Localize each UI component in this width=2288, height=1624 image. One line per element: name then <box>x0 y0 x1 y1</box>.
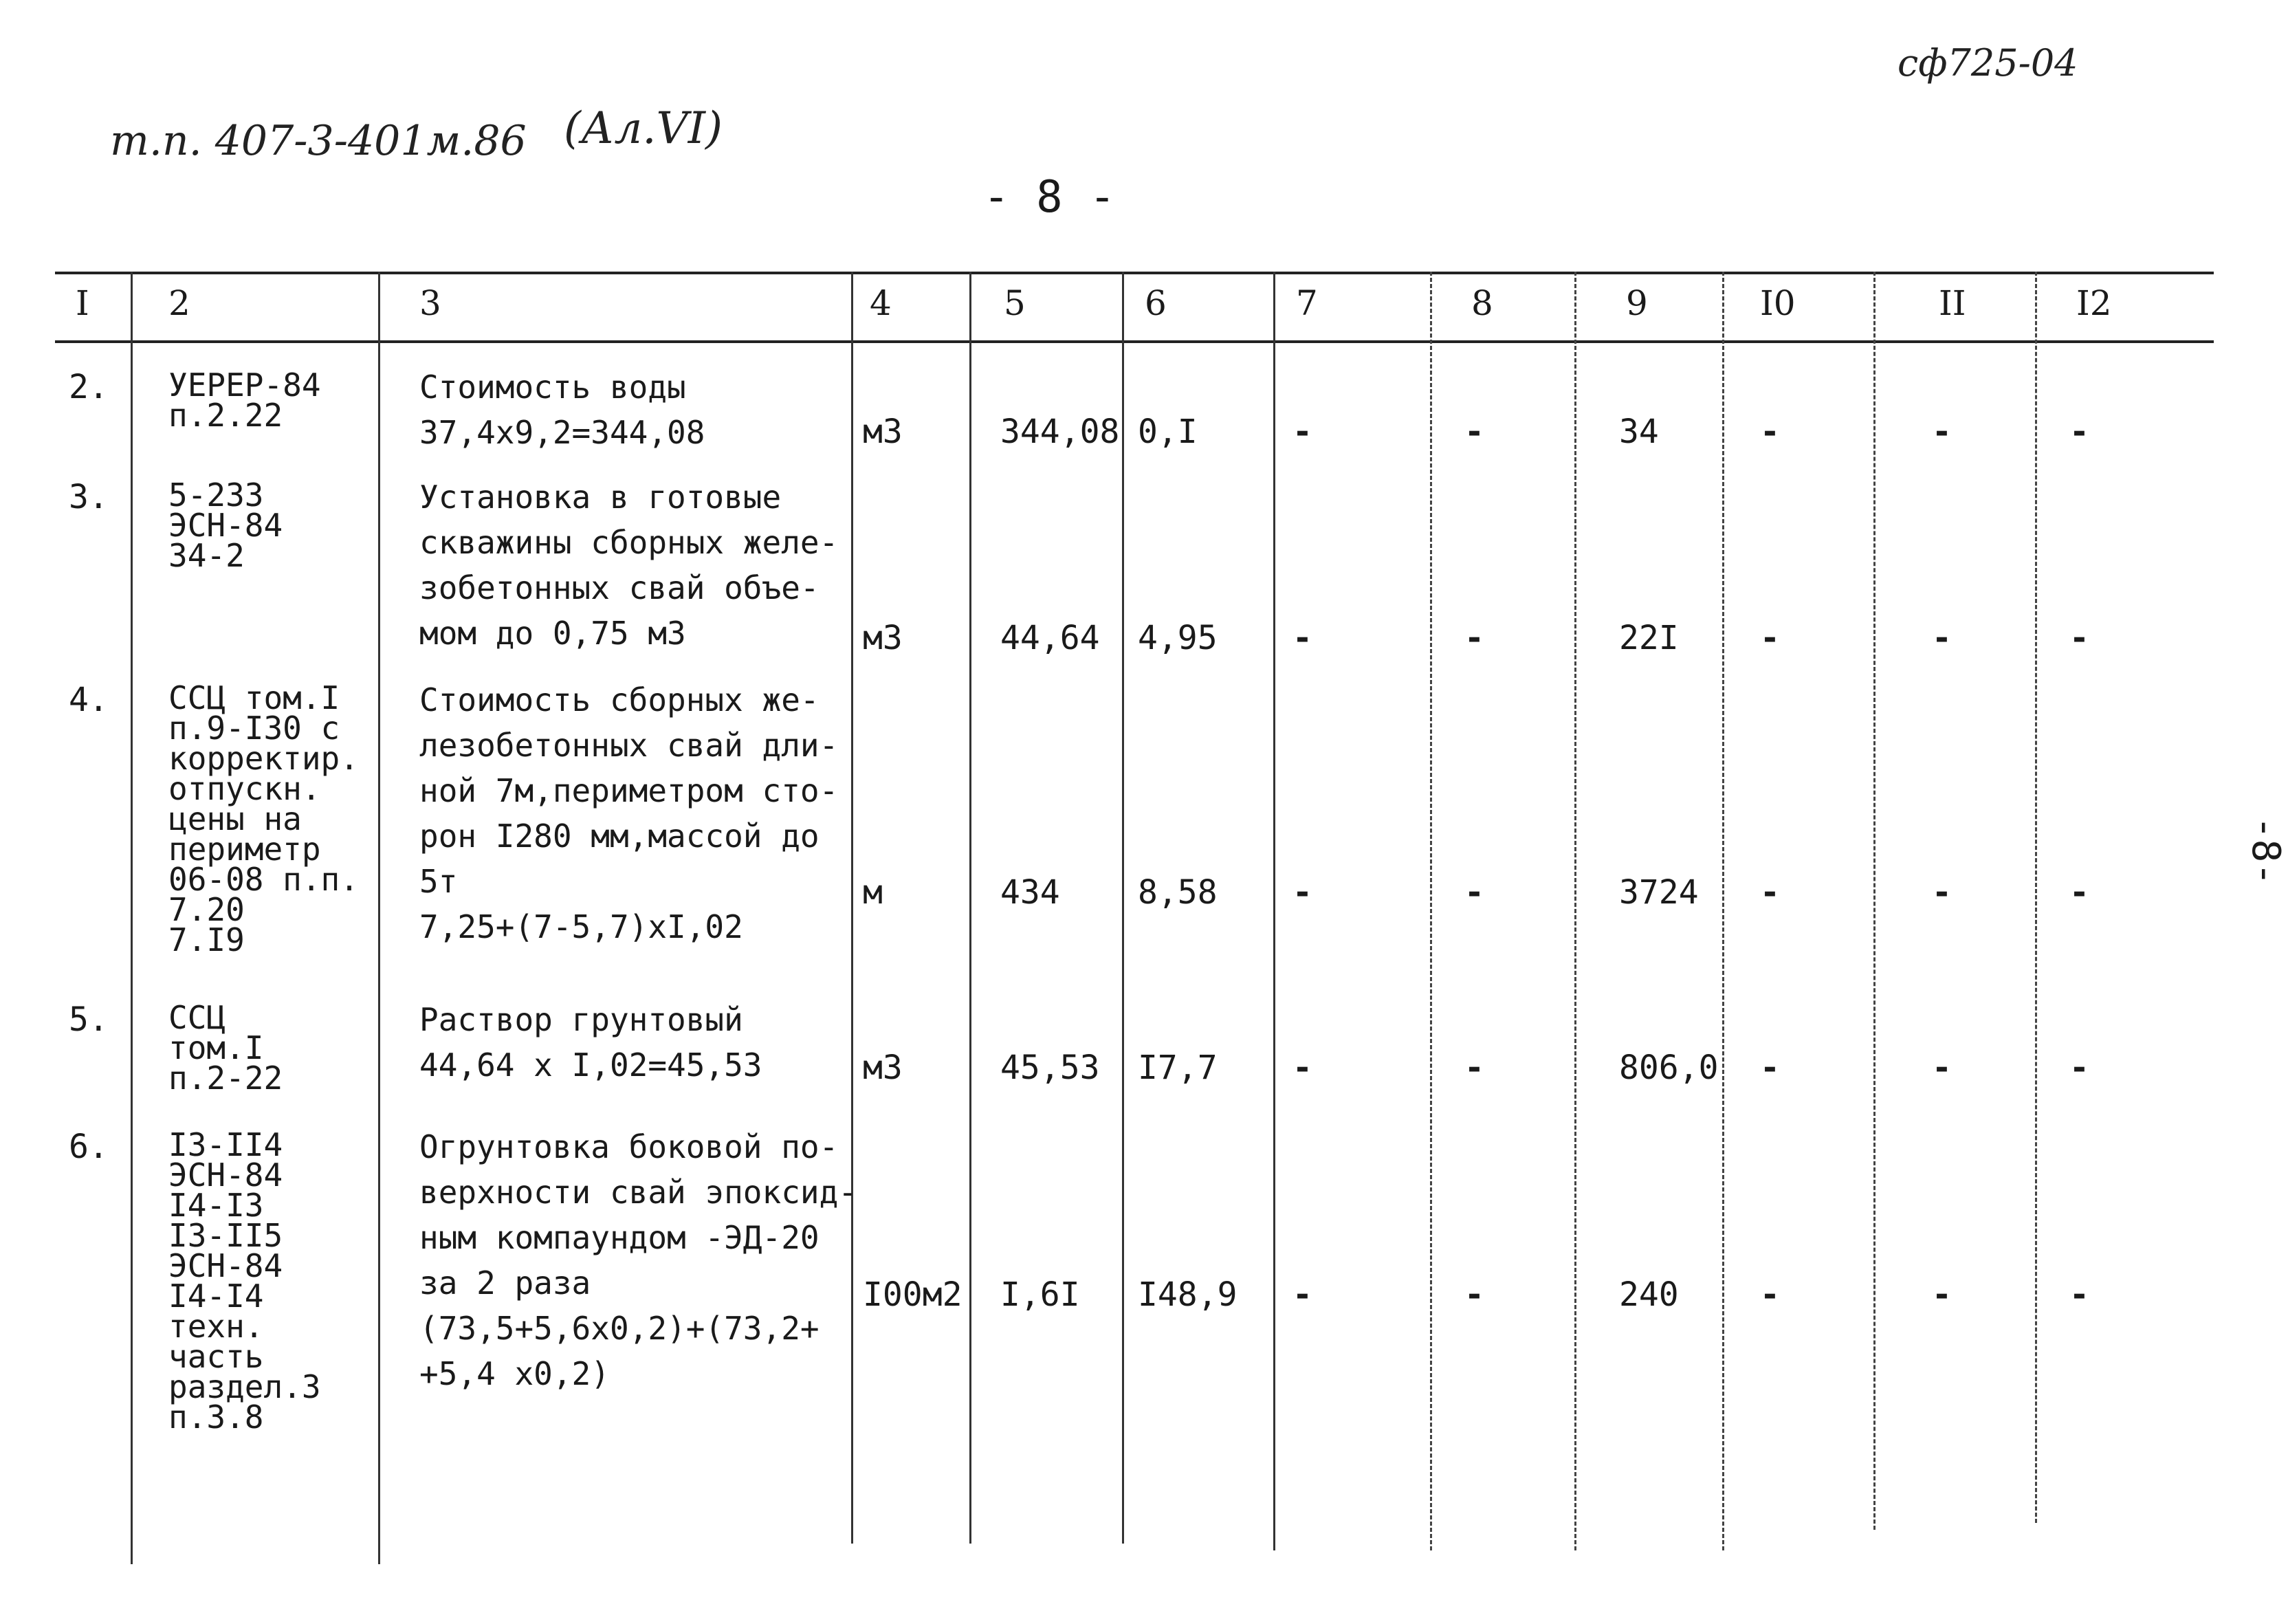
source-line: часть <box>168 1338 264 1375</box>
description-line: Раствор грунтовый <box>419 1001 743 1038</box>
total-cost-cell: 34 <box>1619 413 1659 451</box>
source-line: раздел.3 <box>168 1368 321 1405</box>
column-header: 6 <box>1145 283 1167 323</box>
source-line: 7.20 <box>168 891 245 928</box>
column-divider <box>2035 272 2037 1523</box>
empty-cell-dash: - <box>1292 619 1312 657</box>
unit-price-cell: I48,9 <box>1138 1275 1238 1314</box>
empty-cell-dash: - <box>1760 413 1780 451</box>
quantity-cell: 434 <box>1000 873 1060 912</box>
column-divider <box>851 272 853 1544</box>
total-cost-cell: 3724 <box>1619 873 1699 912</box>
column-header: 7 <box>1296 283 1318 323</box>
description-line: Стоимость воды <box>419 369 686 406</box>
document-code: сф725-04 <box>1898 41 2078 85</box>
empty-cell-dash: - <box>1292 1275 1312 1314</box>
source-line: 7.I9 <box>168 921 245 958</box>
description-line: лезобетонных свай дли- <box>419 727 839 764</box>
description-line: Огрунтовка боковой по- <box>419 1128 839 1165</box>
source-line: корректир. <box>168 740 359 777</box>
empty-cell-dash: - <box>2069 1275 2089 1314</box>
source-line: техн. <box>168 1308 264 1345</box>
column-header: 9 <box>1626 283 1648 323</box>
row-number: 5. <box>69 1000 109 1039</box>
quantity-cell: 44,64 <box>1000 619 1100 657</box>
column-header: 8 <box>1471 283 1493 323</box>
source-line: ССЦ <box>168 999 226 1036</box>
empty-cell-dash: - <box>1464 1049 1484 1087</box>
column-header: 5 <box>1004 283 1026 323</box>
quantity-cell: I,6I <box>1000 1275 1080 1314</box>
description-line: ным компаундом -ЭД-20 <box>419 1219 820 1256</box>
column-header: 3 <box>419 283 441 323</box>
description-line: 7,25+(7-5,7)хI,02 <box>419 908 743 945</box>
description-line: +5,4 х0,2) <box>419 1355 610 1392</box>
description-line: 5т <box>419 863 458 900</box>
description-line: 44,64 х I,02=45,53 <box>419 1046 762 1084</box>
source-line: 34-2 <box>168 537 245 574</box>
column-header: 4 <box>870 283 892 323</box>
unit-price-cell: 4,95 <box>1138 619 1218 657</box>
description-line: зобетонных свай объе- <box>419 569 820 606</box>
column-divider <box>1873 272 1876 1530</box>
empty-cell-dash: - <box>1464 413 1484 451</box>
description-line: верхности свай эпоксид- <box>419 1174 857 1211</box>
empty-cell-dash: - <box>1932 1049 1952 1087</box>
source-line: п.2-22 <box>168 1060 283 1097</box>
column-divider <box>1273 272 1275 1550</box>
source-line: ЭСН-84 <box>168 507 283 544</box>
empty-cell-dash: - <box>2069 413 2089 451</box>
empty-cell-dash: - <box>1932 873 1952 912</box>
source-line: п.3.8 <box>168 1398 264 1436</box>
column-divider <box>1122 272 1124 1544</box>
empty-cell-dash: - <box>1932 1275 1952 1314</box>
description-line: мом до 0,75 м3 <box>419 615 686 652</box>
unit-cell: м <box>863 873 883 912</box>
description-line: Установка в готовые <box>419 479 782 516</box>
empty-cell-dash: - <box>1932 619 1952 657</box>
unit-price-cell: I7,7 <box>1138 1049 1218 1087</box>
empty-cell-dash: - <box>2069 873 2089 912</box>
column-divider <box>1722 272 1724 1550</box>
empty-cell-dash: - <box>2069 619 2089 657</box>
row-number: 3. <box>69 478 109 516</box>
description-line: рон I280 мм,массой до <box>419 818 820 855</box>
column-header: II <box>1939 283 1966 323</box>
empty-cell-dash: - <box>2069 1049 2089 1087</box>
source-line: п.9-I30 с <box>168 710 340 747</box>
empty-cell-dash: - <box>1760 619 1780 657</box>
page-number: - 8 - <box>983 172 1116 223</box>
column-divider <box>1574 272 1576 1550</box>
empty-cell-dash: - <box>1464 619 1484 657</box>
empty-cell-dash: - <box>1292 1049 1312 1087</box>
description-line: за 2 раза <box>419 1264 591 1302</box>
row-number: 2. <box>69 368 109 406</box>
unit-cell: м3 <box>863 619 903 657</box>
unit-price-cell: 8,58 <box>1138 873 1218 912</box>
source-line: I4-I3 <box>168 1187 264 1224</box>
source-line: I4-I4 <box>168 1277 264 1315</box>
source-line: том.I <box>168 1029 264 1066</box>
unit-cell: I00м2 <box>863 1275 962 1314</box>
description-line: 37,4х9,2=344,08 <box>419 414 705 451</box>
source-line: 06-08 п.п. <box>168 861 359 898</box>
empty-cell-dash: - <box>1292 413 1312 451</box>
empty-cell-dash: - <box>1464 873 1484 912</box>
total-cost-cell: 240 <box>1619 1275 1679 1314</box>
source-line: I3-II4 <box>168 1126 283 1163</box>
empty-cell-dash: - <box>1292 873 1312 912</box>
description-line: скважины сборных желе- <box>419 524 839 561</box>
quantity-cell: 45,53 <box>1000 1049 1100 1087</box>
source-line: I3-II5 <box>168 1217 283 1254</box>
row-number: 4. <box>69 681 109 719</box>
empty-cell-dash: - <box>1464 1275 1484 1314</box>
column-divider <box>969 272 971 1544</box>
column-header: I2 <box>2076 283 2112 323</box>
project-reference: т.п. 407-3-401м.86 <box>110 117 527 165</box>
column-header: I <box>76 283 89 323</box>
column-divider <box>131 272 133 1564</box>
source-line: п.2.22 <box>168 397 283 434</box>
source-line: ЭСН-84 <box>168 1156 283 1194</box>
quantity-cell: 344,08 <box>1000 413 1120 451</box>
source-line: периметр <box>168 831 321 868</box>
description-line: Стоимость сборных же- <box>419 681 820 718</box>
source-line: цены на <box>168 800 302 837</box>
source-line: отпускн. <box>168 770 321 807</box>
row-number: 6. <box>69 1128 109 1166</box>
total-cost-cell: 806,0 <box>1619 1049 1719 1087</box>
source-line: УЕРЕР-84 <box>168 366 321 404</box>
description-line: ной 7м,периметром сто- <box>419 772 839 809</box>
column-divider <box>1430 272 1432 1550</box>
source-line: ЭСН-84 <box>168 1247 283 1284</box>
empty-cell-dash: - <box>1760 1049 1780 1087</box>
column-header: 2 <box>168 283 190 323</box>
column-header: I0 <box>1760 283 1796 323</box>
unit-price-cell: 0,I <box>1138 413 1198 451</box>
side-page-number: -8- <box>2243 815 2288 886</box>
album-reference: (Ал.VI) <box>564 103 723 154</box>
empty-cell-dash: - <box>1760 873 1780 912</box>
total-cost-cell: 22I <box>1619 619 1679 657</box>
empty-cell-dash: - <box>1760 1275 1780 1314</box>
empty-cell-dash: - <box>1932 413 1952 451</box>
column-divider <box>378 272 380 1564</box>
unit-cell: м3 <box>863 413 903 451</box>
unit-cell: м3 <box>863 1049 903 1087</box>
source-line: ССЦ том.I <box>168 679 340 716</box>
description-line: (73,5+5,6х0,2)+(73,2+ <box>419 1310 820 1347</box>
source-line: 5-233 <box>168 476 264 514</box>
